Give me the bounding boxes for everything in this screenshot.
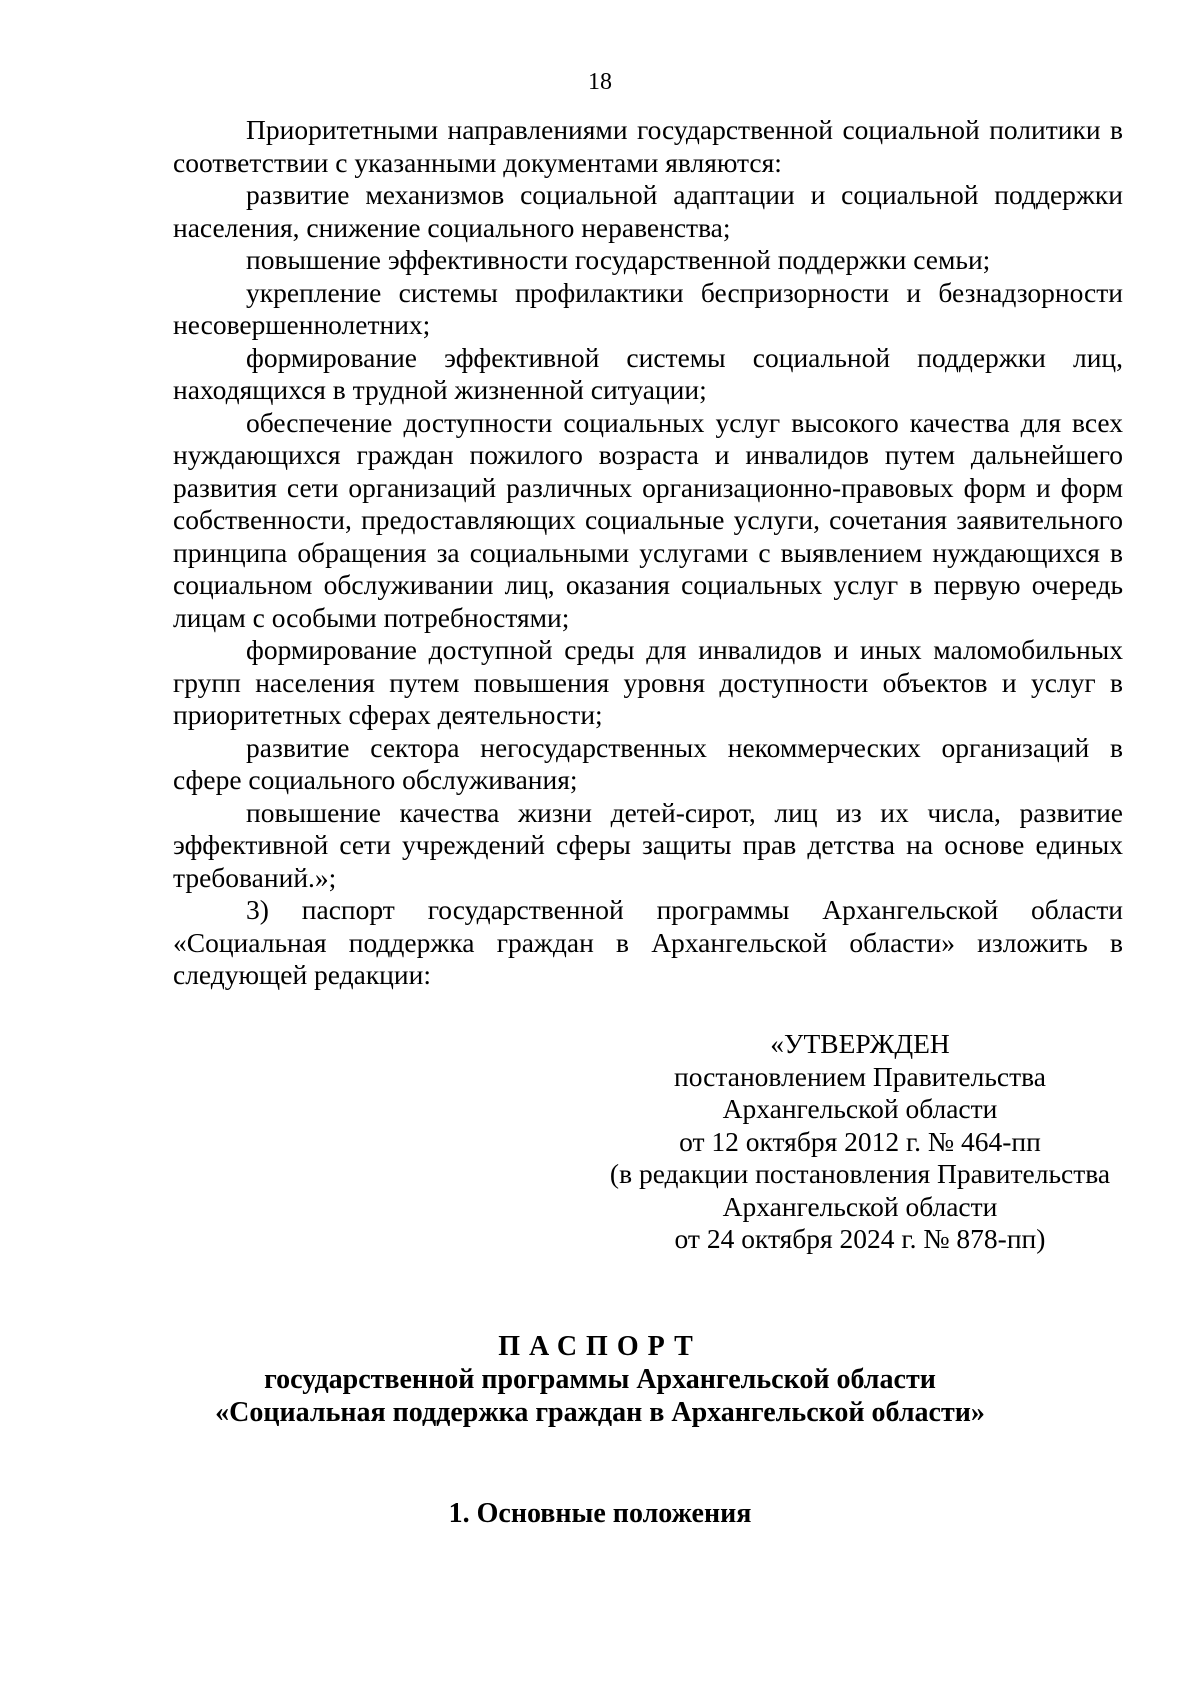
approval-line-resolution: постановлением Правительства: [674, 1060, 1046, 1092]
approval-line-date: от 12 октября 2012 г. № 464-пп: [679, 1125, 1041, 1157]
approval-line-edition: (в редакции постановления Правительства: [609, 1158, 1111, 1189]
paragraph-support-system: формирование эффективной системы социальной поддержки лиц, находящихся в трудной жизненной ситуации;: [173, 341, 1123, 405]
paragraph-orphans: повышение качества жизни детей-сирот, лиц из их числа, развитие эффективной сети учреждений сферы защиты прав детства на основе единых требований.»;: [173, 796, 1123, 893]
approval-line-approved: «УТВЕРЖДЕН: [770, 1028, 950, 1059]
passport-subtitle-line2: «Социальная поддержка граждан в Архангельской области»: [215, 1397, 985, 1428]
section-heading: 1. Основные положения: [448, 1498, 752, 1529]
paragraph-priorities-intro: Приоритетными направлениями государственной социальной политики в соответствии с указанными документами являются:: [173, 114, 1123, 178]
page-number: 18: [588, 69, 612, 95]
passport-subtitle-line1: государственной программы Архангельской области: [264, 1364, 936, 1395]
paragraph-service-accessibility: обеспечение доступности социальных услуг высокого качества для всех нуждающихся граждан пожилого возраста и инвалидов путем дальнейшего развития сети организаций различных организационно-правовых форм и форм собственности, предоставляющих социальные услуги, сочетания заявительного принципа обращения за социальными услугами с выявлением нуждающихся в социальном обслуживании лиц, оказания социальных услуг в первую очередь лицам с особыми потребностями;: [173, 406, 1123, 633]
paragraph-prevention: укрепление системы профилактики беспризорности и безнадзорности несовершеннолетних;: [173, 276, 1123, 340]
paragraph-nonprofit-sector: развитие сектора негосударственных некоммерческих организаций в сфере социального обслуживания;: [173, 731, 1123, 795]
passport-title: ПАСПОРТ: [498, 1331, 702, 1362]
approval-line-edition-date: от 24 октября 2024 г. № 878-пп): [674, 1223, 1046, 1254]
paragraph-accessible-environment: формирование доступной среды для инвалидов и иных маломобильных групп населения путем повышения уровня доступности объектов и услуг в приоритетных сферах деятельности;: [173, 634, 1123, 730]
paragraph-family-support: повышение эффективности государственной поддержки семьи;: [246, 244, 991, 275]
approval-block: [580, 1028, 1140, 1256]
approval-line-edition-region: Архангельской области: [722, 1190, 998, 1222]
passport-heading: [150, 1330, 1050, 1429]
document-body: [173, 114, 1123, 992]
approval-line-region: Архангельской области: [722, 1093, 998, 1124]
paragraph-social-adaptation: развитие механизмов социальной адаптации и социальной поддержки населения, снижение социального неравенства;: [173, 179, 1123, 243]
paragraph-passport-item: 3) паспорт государственной программы Архангельской области «Социальная поддержка граждан в Архангельской области» изложить в следующей редакции:: [173, 894, 1123, 990]
